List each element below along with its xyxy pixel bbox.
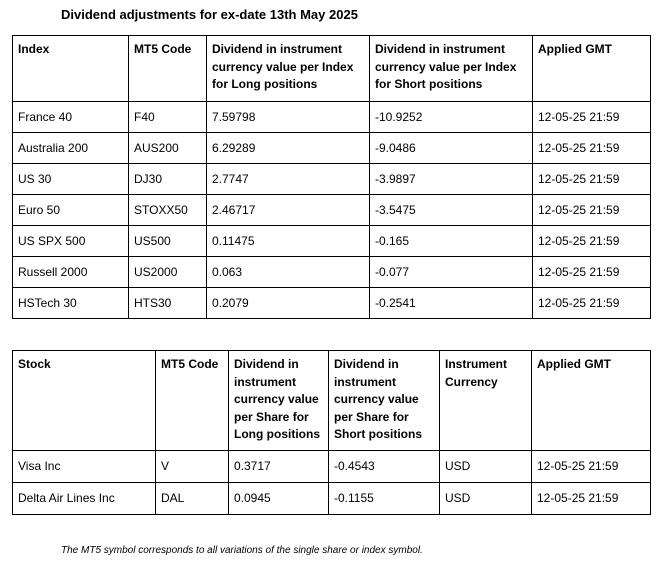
cell-dividend-short: -0.2541 — [370, 288, 533, 319]
cell-dividend-short: -0.077 — [370, 257, 533, 288]
table-header-row — [13, 351, 651, 451]
table-row — [13, 483, 651, 515]
table-row — [13, 164, 651, 195]
cell-mt5-code: DJ30 — [129, 164, 207, 195]
header-instrument-currency: Instrument Currency — [440, 351, 532, 451]
cell-dividend-short: -0.165 — [370, 226, 533, 257]
stock-dividend-table — [12, 350, 651, 515]
cell-mt5-code: STOXX50 — [129, 195, 207, 226]
cell-instrument-currency: USD — [440, 451, 532, 483]
cell-dividend-long: 7.59798 — [207, 102, 370, 133]
index-dividend-table — [12, 35, 651, 319]
footnote: The MT5 symbol corresponds to all variations of the single share or index symbol. — [61, 545, 423, 556]
cell-applied-gmt: 12-05-25 21:59 — [533, 226, 651, 257]
table-header-row — [13, 36, 651, 102]
cell-index: France 40 — [13, 102, 129, 133]
table-row — [13, 451, 651, 483]
page-title: Dividend adjustments for ex-date 13th May 2025 — [61, 7, 358, 22]
header-index: Index — [13, 36, 129, 102]
cell-applied-gmt: 12-05-25 21:59 — [532, 483, 651, 515]
cell-dividend-long: 6.29289 — [207, 133, 370, 164]
table-row — [13, 257, 651, 288]
cell-index: Russell 2000 — [13, 257, 129, 288]
cell-index: US SPX 500 — [13, 226, 129, 257]
header-applied-gmt: Applied GMT — [533, 36, 651, 102]
header-stock: Stock — [13, 351, 156, 451]
cell-dividend-long: 0.2079 — [207, 288, 370, 319]
cell-mt5-code: US2000 — [129, 257, 207, 288]
cell-mt5-code: US500 — [129, 226, 207, 257]
cell-applied-gmt: 12-05-25 21:59 — [533, 288, 651, 319]
cell-stock: Visa Inc — [13, 451, 156, 483]
cell-dividend-short: -10.9252 — [370, 102, 533, 133]
cell-mt5-code: V — [156, 451, 229, 483]
table-row — [13, 195, 651, 226]
cell-applied-gmt: 12-05-25 21:59 — [532, 451, 651, 483]
cell-applied-gmt: 12-05-25 21:59 — [533, 133, 651, 164]
table-row — [13, 133, 651, 164]
cell-index: HSTech 30 — [13, 288, 129, 319]
table-row — [13, 226, 651, 257]
table-row — [13, 102, 651, 133]
cell-dividend-long: 2.46717 — [207, 195, 370, 226]
cell-dividend-short: -3.5475 — [370, 195, 533, 226]
cell-dividend-long: 0.3717 — [229, 451, 329, 483]
cell-mt5-code: AUS200 — [129, 133, 207, 164]
cell-dividend-long: 2.7747 — [207, 164, 370, 195]
cell-mt5-code: F40 — [129, 102, 207, 133]
cell-applied-gmt: 12-05-25 21:59 — [533, 195, 651, 226]
cell-dividend-short: -3.9897 — [370, 164, 533, 195]
header-applied-gmt: Applied GMT — [532, 351, 651, 451]
cell-mt5-code: DAL — [156, 483, 229, 515]
cell-dividend-short: -9.0486 — [370, 133, 533, 164]
header-mt5-code: MT5 Code — [129, 36, 207, 102]
cell-dividend-long: 0.0945 — [229, 483, 329, 515]
cell-dividend-short: -0.1155 — [329, 483, 440, 515]
cell-applied-gmt: 12-05-25 21:59 — [533, 102, 651, 133]
header-dividend-long: Dividend in instrument currency value per Share for Long positions — [229, 351, 329, 451]
table-row — [13, 288, 651, 319]
cell-dividend-long: 0.063 — [207, 257, 370, 288]
cell-index: Australia 200 — [13, 133, 129, 164]
cell-index: US 30 — [13, 164, 129, 195]
cell-dividend-long: 0.11475 — [207, 226, 370, 257]
cell-dividend-short: -0.4543 — [329, 451, 440, 483]
cell-mt5-code: HTS30 — [129, 288, 207, 319]
header-dividend-short: Dividend in instrument currency value per Index for Short positions — [370, 36, 533, 102]
header-mt5-code: MT5 Code — [156, 351, 229, 451]
cell-applied-gmt: 12-05-25 21:59 — [533, 164, 651, 195]
header-dividend-long: Dividend in instrument currency value per Index for Long positions — [207, 36, 370, 102]
cell-applied-gmt: 12-05-25 21:59 — [533, 257, 651, 288]
cell-index: Euro 50 — [13, 195, 129, 226]
cell-instrument-currency: USD — [440, 483, 532, 515]
cell-stock: Delta Air Lines Inc — [13, 483, 156, 515]
header-dividend-short: Dividend in instrument currency value per Share for Short positions — [329, 351, 440, 451]
